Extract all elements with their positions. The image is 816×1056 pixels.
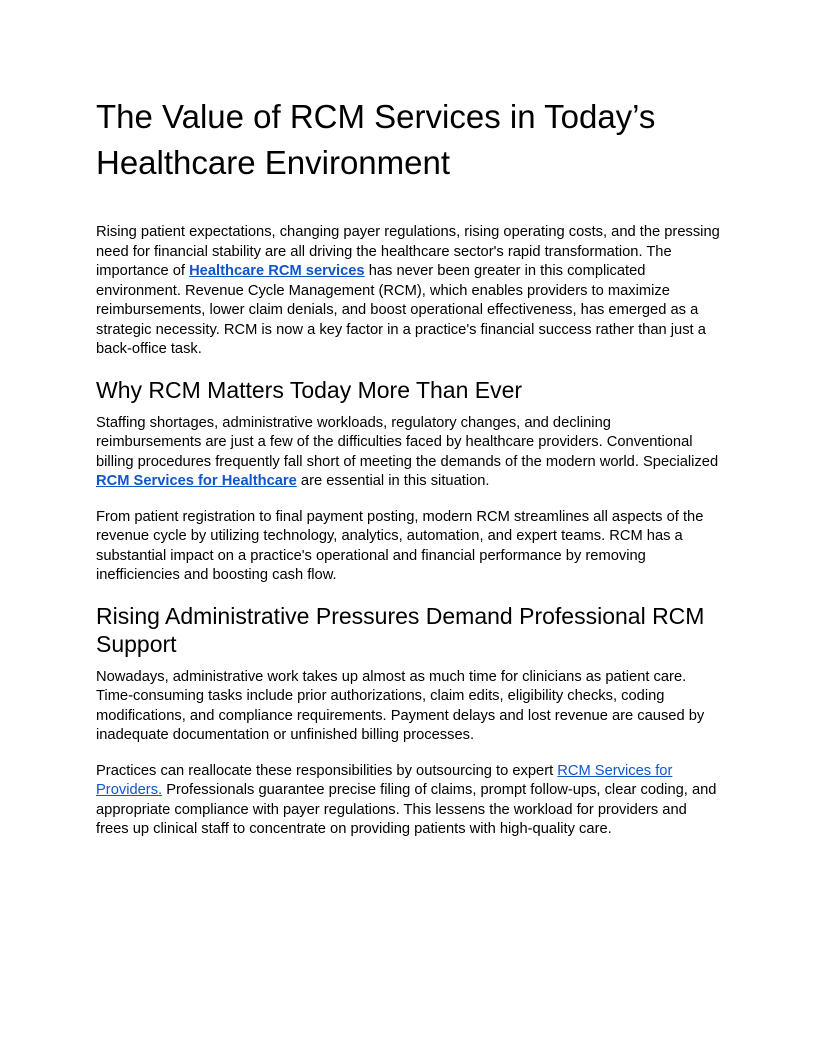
paragraph-text: Practices can reallocate these responsibilities by outsourcing to expert [96, 762, 558, 779]
paragraph-text: From patient registration to final payment posting, modern RCM streamlines all aspects of the revenue cycle by utilizing technology, analytics, automation, and expert teams. RCM has a substantial impact on a practice's operational and financial performance by removing inefficiencies and boosting cash flow. [96, 508, 704, 583]
paragraph-text: has never been greater in this complicated environment. Revenue Cycle Management (RCM), which enables providers to maximize reimbursements, lower claim denials, and boost operational effectiveness, has emerged as a strategic necessity. RCM is now a key factor in a practice's financial success rather than just a back-office task. [96, 263, 706, 357]
paragraph-text: Rising patient expectations, changing payer regulations, rising operating costs, and the pressing need for financial stability are all driving the healthcare sector's rapid transformation. The importance of [96, 224, 720, 279]
section-heading: Why RCM Matters Today More Than Ever [96, 376, 523, 403]
paragraph [96, 668, 720, 746]
paragraph-text: Staffing shortages, administrative workloads, regulatory changes, and declining reimbursements are just a few of the difficulties faced by healthcare providers. Conventional billing procedures frequently fall short of meeting the demands of the modern world. Specialized [96, 414, 719, 470]
paragraph [96, 508, 720, 586]
text-link[interactable]: Healthcare RCM services [189, 263, 365, 279]
paragraph [96, 414, 720, 492]
paragraph [96, 223, 720, 360]
paragraph [96, 762, 720, 840]
paragraph-text: Nowadays, administrative work takes up almost as much time for clinicians as patient care. Time-consuming tasks include prior authorizations, claim edits, eligibility checks, coding modifications, and compliance requirements. Payment delays and lost revenue are caused by inadequate documentation or unfinished billing processes. [96, 668, 705, 743]
section-heading: Rising Administrative Pressures Demand Professional RCM Support [96, 602, 705, 657]
text-link[interactable]: RCM Services for Healthcare [96, 473, 297, 489]
document-title: The Value of RCM Services in Today’s Healthcare Environment [96, 98, 656, 181]
paragraph-text: Professionals guarantee precise filing of claims, prompt follow-ups, clear coding, and appropriate compliance with payer regulations. This lessens the workload for providers and frees up clinical staff to concentrate on providing patients with high-quality care. [96, 782, 717, 837]
paragraph-text: are essential in this situation. [296, 473, 490, 489]
document-body [96, 223, 720, 840]
text-link[interactable]: RCM Services for Providers. [96, 762, 673, 798]
